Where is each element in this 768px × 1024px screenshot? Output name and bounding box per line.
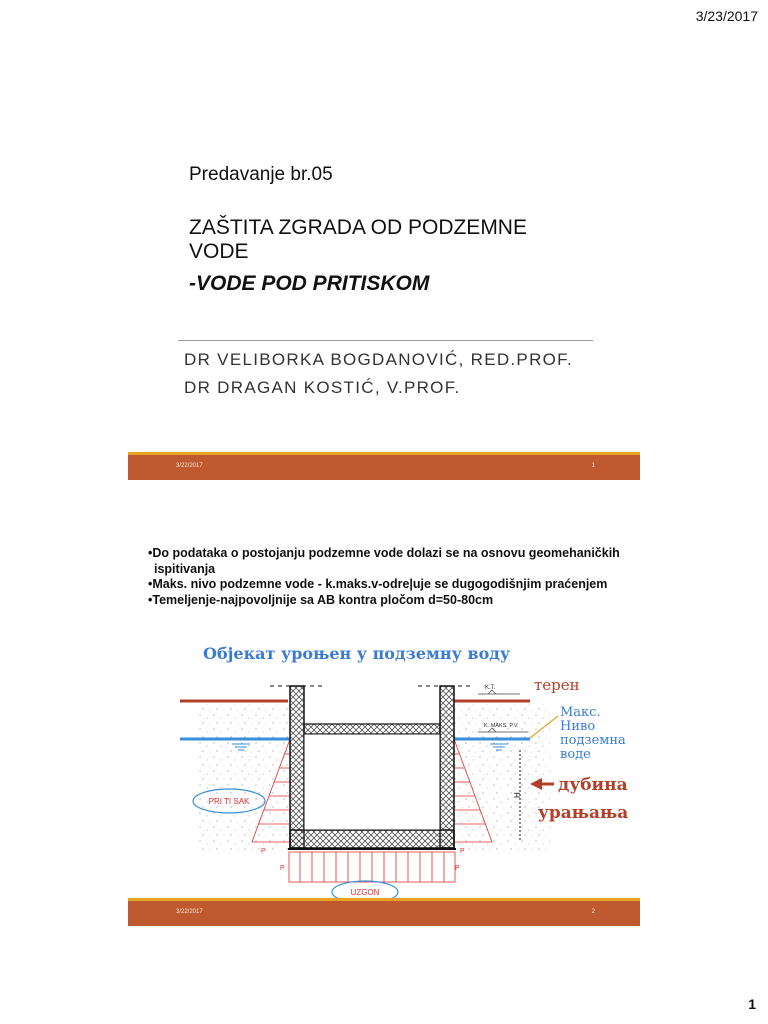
wall-right [440, 686, 454, 848]
footer-slide-number: 1 [591, 463, 595, 469]
footer-date: 3/22/2017 [176, 463, 203, 469]
footer-slide-number: 2 [591, 909, 595, 915]
pressure-p-right: P [460, 848, 465, 855]
slide-footer [128, 452, 640, 480]
slide-footer [128, 898, 640, 926]
title-slide [128, 128, 640, 480]
bullet-list [148, 546, 628, 608]
bullet-item: •Maks. nivo podzemne vode - k.maks.v-odre|uje se dugogodišnjim praćenjem [148, 577, 608, 591]
slab-intermediate [304, 724, 440, 734]
bullet-item: •Temeljenje-najpovoljnije sa AB kontra pločom d=50-80cm [148, 592, 494, 607]
depth-caption-line-2: урањања [538, 803, 629, 823]
water-label-line-3: подземна [560, 733, 626, 748]
title-line-2: VODE [189, 240, 249, 263]
footer-date: 3/22/2017 [176, 909, 203, 915]
pressure-label: PRI TI SAK [208, 797, 250, 806]
ground-label: терен [534, 676, 580, 694]
title-line-1: ZAŠTITA ZGRADA OD PODZEMNE [189, 216, 527, 239]
page-number: 1 [748, 996, 756, 1012]
depth-label: H [513, 792, 522, 798]
uplift-pressure [289, 852, 455, 882]
slab-base [290, 830, 454, 848]
slide-title [189, 216, 609, 264]
kt-label: K.T. [485, 685, 496, 691]
pressure-p-left-2: P [280, 865, 285, 872]
slide-subtitle: -VODE POD PRITISKOM [189, 272, 430, 295]
title-divider [178, 340, 593, 341]
author-2: DR DRAGAN KOSTIĆ, V.PROF. [184, 378, 461, 397]
uplift-label: UZGON [350, 888, 380, 897]
lecture-number: Predavanje br.05 [189, 164, 333, 185]
diagram-title: Објекат урoњен у подземну воду [203, 644, 511, 663]
pressure-p-right-2: P [455, 865, 460, 872]
authors [184, 350, 624, 398]
basement-room [304, 734, 440, 830]
water-label-line-4: воде [560, 747, 591, 762]
page-date: 3/23/2017 [695, 8, 758, 24]
wall-left [290, 686, 304, 848]
water-label-line-1: Макс. [560, 705, 601, 720]
soil-left [198, 704, 290, 854]
pressure-p-left: P [261, 848, 266, 855]
water-label-line-2: Ниво [560, 719, 596, 734]
groundwater-diagram [128, 670, 640, 900]
depth-caption-line-1: дубина [558, 775, 628, 795]
content-slide [128, 540, 640, 926]
bullet-item: •Do podataka o postojanju podzemne vode dolazi se na osnovu geomehaničkih ispitivanja [148, 546, 620, 576]
author-1: DR VELIBORKA BOGDANOVIĆ, RED.PROF. [184, 350, 573, 369]
kmaks-label: K. MAKS. P.V. [484, 723, 519, 729]
